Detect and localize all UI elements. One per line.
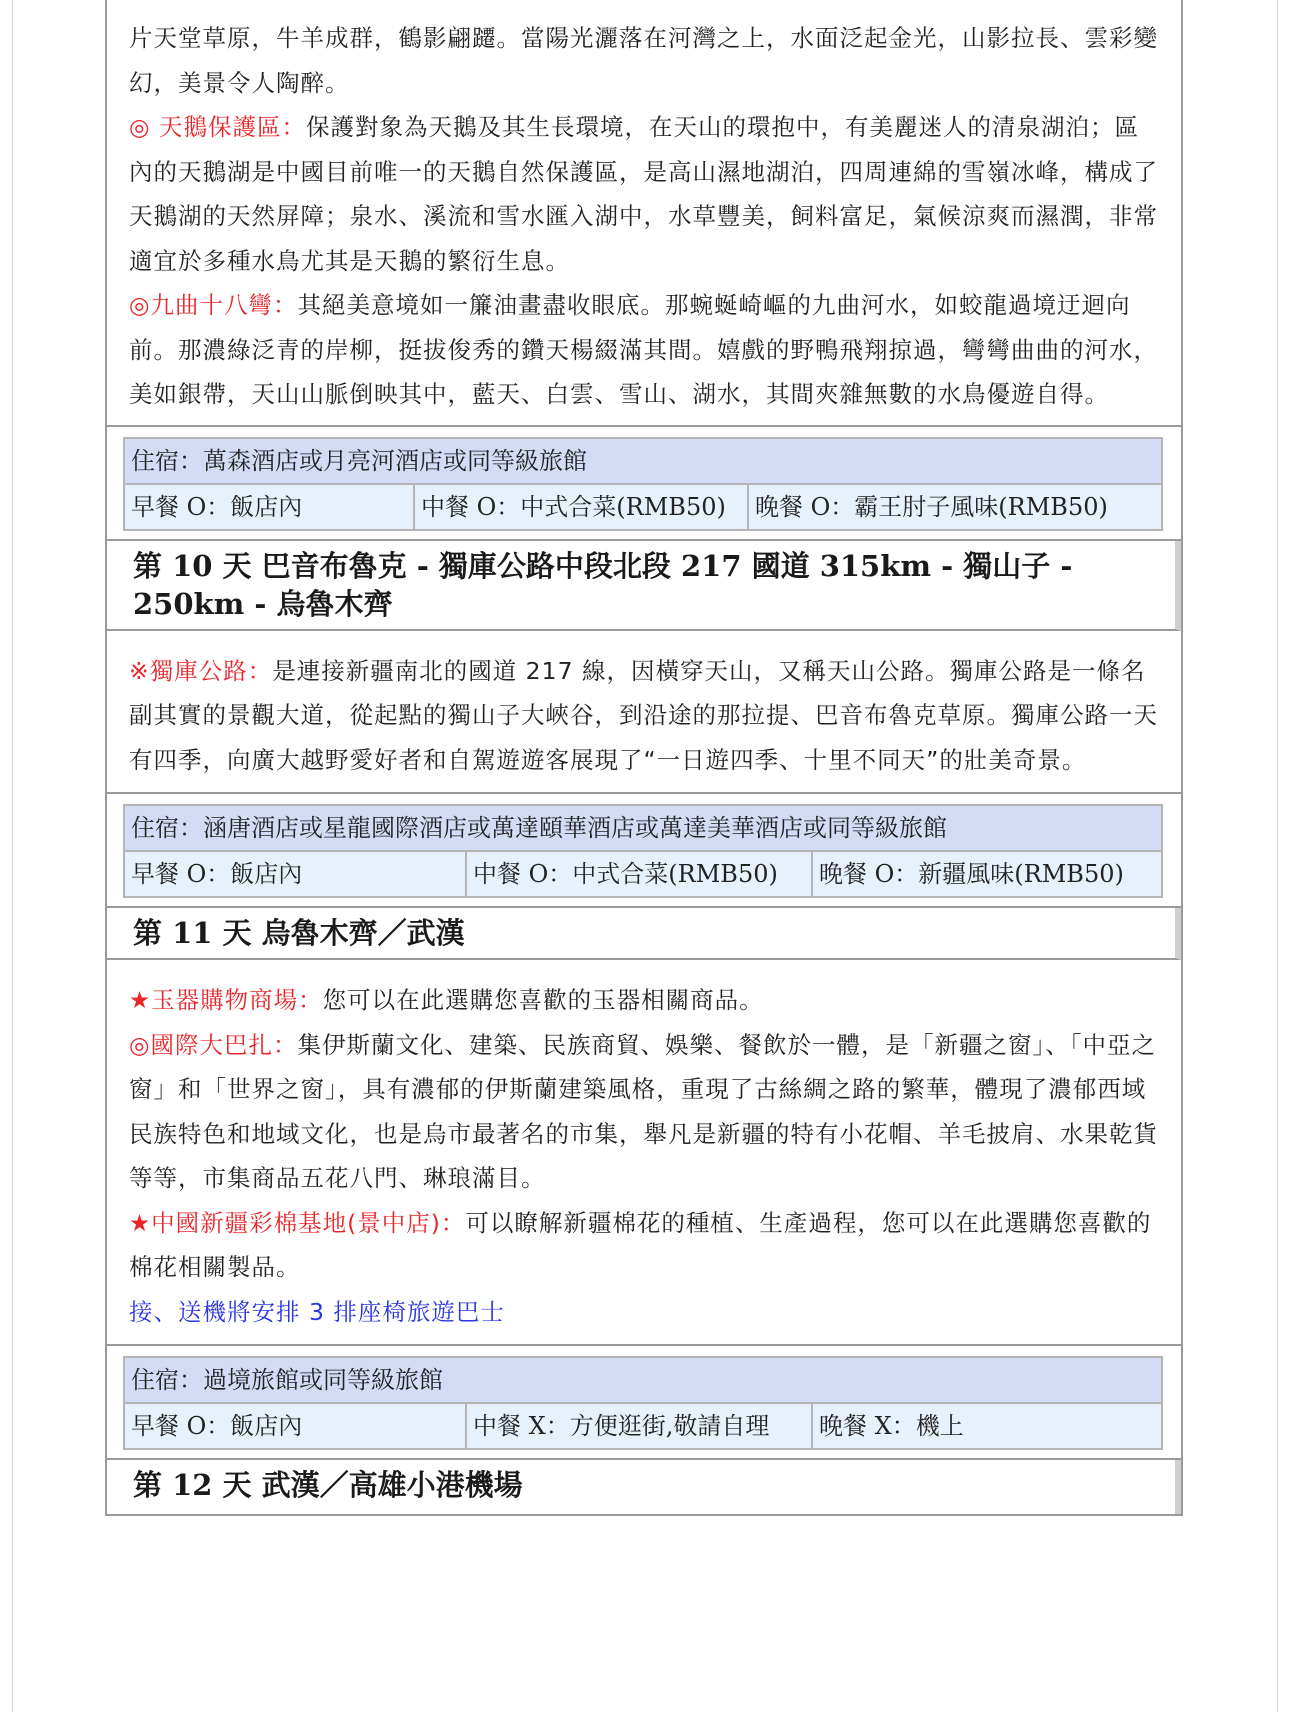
paragraph-text: 您可以在此選購您喜歡的玉器相關商品。 <box>322 986 764 1014</box>
day-title: 第 11 天 烏魯木齊／武漢 <box>107 908 1181 960</box>
page-right-edge <box>1277 0 1278 1712</box>
lodging-meals-block <box>107 1346 1181 1460</box>
attraction-label: ◎國際大巴扎： <box>129 1030 298 1059</box>
meals-row <box>125 1404 1161 1448</box>
day-title: 第 12 天 武漢／高雄小港機場 <box>107 1460 1181 1514</box>
lodging-row: 住宿：涵唐酒店或星龍國際酒店或萬達頤華酒店或萬達美華酒店或同等級旅館 <box>125 806 1161 852</box>
paragraph <box>129 16 1159 105</box>
lodging-row: 住宿：萬森酒店或月亮河酒店或同等級旅館 <box>125 439 1161 485</box>
day-description <box>107 960 1181 1346</box>
lunch-cell: 中餐 O：中式合菜(RMB50) <box>415 485 749 529</box>
paragraph <box>129 283 1159 417</box>
dinner-cell: 晚餐 O：新疆風味(RMB50) <box>819 860 1124 888</box>
attraction-label: ★中國新疆彩棉基地(景中店)： <box>129 1208 466 1237</box>
paragraph <box>129 105 1159 283</box>
attraction-label: ★玉器購物商場： <box>129 986 323 1014</box>
lunch-cell: 中餐 O：中式合菜(RMB50) <box>467 852 813 896</box>
paragraph-text: 可以瞭解新疆棉花的種植、生產過程，您可以在此選購您喜歡的棉花相關製品。 <box>129 1208 1152 1281</box>
breakfast-cell: 早餐 O：飯店內 <box>125 1404 467 1448</box>
paragraph-text: 集伊斯蘭文化、建築、民族商貿、娛樂、餐飲於一體，是「新疆之窗」、「中亞之窗」和「世界之窗」，具有濃郁的伊斯蘭建築風格，重現了古絲綢之路的繁華，體現了濃郁西域民族特色和地域文化，也是烏市最著名的市集，舉凡是新疆的特有小花帽、羊毛披肩、水果乾貨等等，市集商品五花八門、琳琅滿目。 <box>129 1030 1158 1192</box>
lodging-row: 住宿：過境旅館或同等級旅館 <box>125 1358 1161 1404</box>
paragraph-text: 保護對象為天鵝及其生長環境，在天山的環抱中，有美麗迷人的清泉湖泊；區內的天鵝湖是中國目前唯一的天鵝自然保護區，是高山濕地湖泊，四周連綿的雪嶺冰峰，構成了天鵝湖的天然屏障；泉水、溪流和雪水匯入湖中，水草豐美，飼料富足，氣候涼爽而濕潤，非常適宜於多種水鳥尤其是天鵝的繁衍生息。 <box>129 113 1158 275</box>
paragraph <box>129 978 1159 1023</box>
day-title: 第 10 天 巴音布魯克 - 獨庫公路中段北段 217 國道 315km - 獨山子 - 250km - 烏魯木齊 <box>107 541 1181 631</box>
paragraph-text: 片天堂草原，牛羊成群，鶴影翩躚。當陽光灑落在河灣之上，水面泛起金光，山影拉長、雲彩變幻，美景令人陶醉。 <box>129 24 1158 97</box>
transport-note: 接、送機將安排 3 排座椅旅遊巴士 <box>129 1297 505 1326</box>
meals-row <box>125 485 1161 529</box>
paragraph <box>129 649 1159 783</box>
attraction-label: ※獨庫公路： <box>129 656 273 685</box>
dinner-cell: 晚餐 X：機上 <box>819 1412 964 1440</box>
paragraph <box>129 1023 1159 1201</box>
breakfast-cell: 早餐 O：飯店內 <box>125 852 467 896</box>
itinerary-document <box>105 0 1183 1516</box>
attraction-label: ◎九曲十八彎： <box>129 291 298 319</box>
lodging-meals-table <box>123 1356 1163 1450</box>
paragraph-text: 是連接新疆南北的國道 217 線，因橫穿天山，又稱天山公路。獨庫公路是一條名副其實的景觀大道，從起點的獨山子大峽谷，到沿途的那拉提、巴音布魯克草原。獨庫公路一天有四季，向廣大越野愛好者和自駕遊遊客展現了“一日遊四季、十里不同天”的壯美奇景。 <box>129 656 1158 774</box>
dinner-cell: 晚餐 O：霸王肘子風味(RMB50) <box>755 492 1108 521</box>
lodging-meals-table <box>123 804 1163 898</box>
lunch-cell: 中餐 X：方便逛街,敬請自理 <box>467 1404 813 1448</box>
lodging-meals-block <box>107 427 1181 541</box>
day-description <box>107 631 1181 795</box>
lodging-meals-block <box>107 794 1181 908</box>
day-description <box>107 0 1181 427</box>
breakfast-cell: 早餐 O：飯店內 <box>125 485 415 529</box>
paragraph-text: 其絕美意境如一簾油畫盡收眼底。那蜿蜒崎嶇的九曲河水，如蛟龍過境迂迴向前。那濃綠泛青的岸柳，挺拔俊秀的鑽天楊綴滿其間。嬉戲的野鴨飛翔掠過，彎彎曲曲的河水，美如銀帶，天山山脈倒映其中，藍天、白雲、雪山、湖水，其間夾雜無數的水鳥優遊自得。 <box>129 291 1158 408</box>
paragraph <box>129 1201 1159 1290</box>
page-left-edge <box>12 0 13 1712</box>
lodging-meals-table <box>123 437 1163 531</box>
meals-row <box>125 852 1161 896</box>
attraction-label: ◎ 天鵝保護區： <box>129 113 306 141</box>
